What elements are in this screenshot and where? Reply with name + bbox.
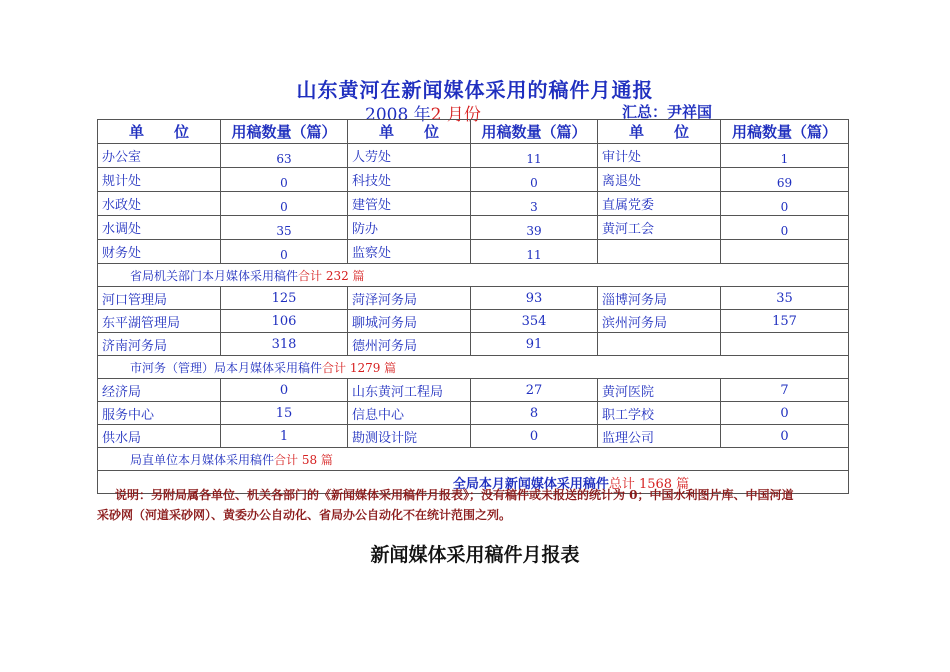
subtotal-label: 市河务（管理）局本月媒体采用稿件 <box>130 360 323 375</box>
article-count: 3 <box>471 192 598 216</box>
article-count: 0 <box>471 425 598 448</box>
table-row <box>98 333 849 356</box>
unit-name: 淄博河务局 <box>598 287 721 310</box>
unit-name: 河口管理局 <box>98 287 221 310</box>
article-count <box>721 240 849 264</box>
unit-name: 离退处 <box>598 168 721 192</box>
column-header: 用稿数量（篇） <box>471 120 598 144</box>
article-count: 91 <box>471 333 598 356</box>
unit-name: 信息中心 <box>348 402 471 425</box>
table-row <box>98 402 849 425</box>
unit-name: 防办 <box>348 216 471 240</box>
article-count <box>721 333 849 356</box>
article-count: 27 <box>471 379 598 402</box>
note-line-2: 采砂网（河道采砂网）、黄委办公自动化、省局办公自动化不在统计范围之列。 <box>97 508 512 522</box>
table-row <box>98 310 849 333</box>
article-count: 0 <box>221 379 348 402</box>
table-row <box>98 144 849 168</box>
unit-name: 勘测设计院 <box>348 425 471 448</box>
subtotal-value: 合计 1279 篇 <box>322 360 397 375</box>
unit-name: 监理公司 <box>598 425 721 448</box>
unit-name: 监察处 <box>348 240 471 264</box>
article-count: 7 <box>721 379 849 402</box>
unit-name: 办公室 <box>98 144 221 168</box>
unit-name: 山东黄河工程局 <box>348 379 471 402</box>
subtotal-cell <box>98 448 849 471</box>
unit-name: 黄河医院 <box>598 379 721 402</box>
footer-title: 新闻媒体采用稿件月报表 <box>370 544 580 566</box>
unit-name: 聊城河务局 <box>348 310 471 333</box>
unit-name: 规计处 <box>98 168 221 192</box>
subtotal-label: 省局机关部门本月媒体采用稿件 <box>130 268 299 283</box>
article-count: 93 <box>471 287 598 310</box>
unit-name: 德州河务局 <box>348 333 471 356</box>
unit-name: 水调处 <box>98 216 221 240</box>
article-count: 35 <box>721 287 849 310</box>
unit-name: 科技处 <box>348 168 471 192</box>
unit-name: 审计处 <box>598 144 721 168</box>
article-count: 35 <box>221 216 348 240</box>
grand-total-label: 全局本月新闻媒体采用稿件 <box>452 476 609 492</box>
article-count: 1 <box>721 144 849 168</box>
article-count: 318 <box>221 333 348 356</box>
table-row <box>98 192 849 216</box>
column-header: 单 位 <box>598 120 721 144</box>
article-count: 0 <box>221 168 348 192</box>
unit-name: 建管处 <box>348 192 471 216</box>
article-count: 125 <box>221 287 348 310</box>
column-header: 用稿数量（篇） <box>221 120 348 144</box>
unit-name: 服务中心 <box>98 402 221 425</box>
article-count: 157 <box>721 310 849 333</box>
article-count: 8 <box>471 402 598 425</box>
subtotal-cell <box>98 264 849 287</box>
article-count: 354 <box>471 310 598 333</box>
table-row <box>98 287 849 310</box>
subtotal-value: 合计 232 篇 <box>298 268 365 283</box>
page-title: 山东黄河在新闻媒体采用的稿件月通报 <box>296 78 654 102</box>
unit-name: 经济局 <box>98 379 221 402</box>
subtitle-line <box>0 100 950 125</box>
article-count: 0 <box>721 402 849 425</box>
report-table <box>97 119 849 494</box>
table-row <box>98 240 849 264</box>
subtotal-row <box>98 448 849 471</box>
unit-name: 水政处 <box>98 192 221 216</box>
article-count: 69 <box>721 168 849 192</box>
column-header: 用稿数量（篇） <box>721 120 849 144</box>
unit-name: 直属党委 <box>598 192 721 216</box>
unit-name: 东平湖管理局 <box>98 310 221 333</box>
article-count: 1 <box>221 425 348 448</box>
unit-name: 人劳处 <box>348 144 471 168</box>
table-row <box>98 168 849 192</box>
article-count: 0 <box>721 216 849 240</box>
report-month: 2 月份 <box>430 105 481 125</box>
note-line-1: 说明：另附局属各单位、机关各部门的《新闻媒体采用稿件月报表》；没有稿件或未报送的统计为 0；中国水利图片库、中国河道 <box>115 488 794 502</box>
header-row <box>98 120 849 144</box>
summary-author: 汇总：尹祥国 <box>622 103 713 121</box>
unit-name: 职工学校 <box>598 402 721 425</box>
unit-name: 菏泽河务局 <box>348 287 471 310</box>
unit-name: 济南河务局 <box>98 333 221 356</box>
article-count: 0 <box>221 192 348 216</box>
unit-name: 黄河工会 <box>598 216 721 240</box>
article-count: 0 <box>721 192 849 216</box>
article-count: 39 <box>471 216 598 240</box>
unit-name: 滨州河务局 <box>598 310 721 333</box>
unit-name: 供水局 <box>98 425 221 448</box>
subtotal-label: 局直单位本月媒体采用稿件 <box>130 452 275 467</box>
article-count: 106 <box>221 310 348 333</box>
report-year: 2008 年 <box>365 105 431 125</box>
unit-name <box>598 333 721 356</box>
column-header: 单 位 <box>348 120 471 144</box>
subtotal-cell <box>98 356 849 379</box>
unit-name <box>598 240 721 264</box>
table-row <box>98 379 849 402</box>
subtotal-row <box>98 264 849 287</box>
article-count: 0 <box>221 240 348 264</box>
note <box>97 485 872 525</box>
subtotal-value: 合计 58 篇 <box>274 452 333 467</box>
article-count: 0 <box>471 168 598 192</box>
column-header: 单 位 <box>98 120 221 144</box>
article-count: 11 <box>471 240 598 264</box>
table-row <box>98 216 849 240</box>
grand-total-value: 总计 1568 篇 <box>608 476 690 492</box>
article-count: 15 <box>221 402 348 425</box>
table-row <box>98 425 849 448</box>
subtotal-row <box>98 356 849 379</box>
article-count: 63 <box>221 144 348 168</box>
article-count: 0 <box>721 425 849 448</box>
article-count: 11 <box>471 144 598 168</box>
unit-name: 财务处 <box>98 240 221 264</box>
